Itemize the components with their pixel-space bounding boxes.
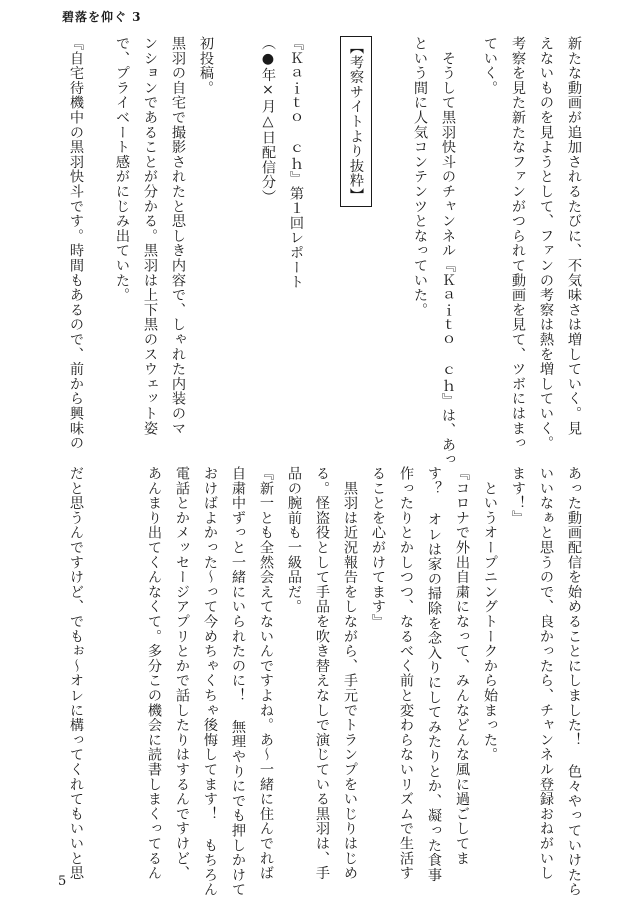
section-heading: 【考察サイトより抜粋】 xyxy=(340,36,372,207)
text-line: いいなぁと思うので、良かったら、チャンネル登録おねがいし xyxy=(538,466,554,881)
text-line: 『新一とも全然会えてないんですよね。あ～一緒に住んでれば xyxy=(258,466,274,881)
text-line: す？ オレは家の掃除を念入りにしてみたりとか、凝った食事 xyxy=(426,466,442,883)
text-line: 黒羽は近況報告をしながら、手元でトランプをいじりはじめ xyxy=(342,466,358,881)
text-line: 品の腕前も一級品だ。 xyxy=(286,466,302,614)
text-line: ることを心がけてます』 xyxy=(370,466,386,629)
text-line: そうして黒羽快斗のチャンネル『Ｋａｉｔｏ ｃｈ』は、あっ xyxy=(440,36,456,467)
text-line: 黒羽の自宅で撮影されたと思しき内容で、しゃれた内装のマ xyxy=(170,36,186,436)
report-title: 『Ｋａｉｔｏ ｃｈ』第１回レポート xyxy=(288,36,304,290)
text-line: あんまり出てくんなくて。多分この機会に読書しまくってるん xyxy=(146,466,162,881)
text-line: 電話とかメッセージアプリとかで話したりはするんですけど、 xyxy=(174,466,190,881)
text-line: 作ったりとかしつつ、なるべく前と変わらないリズムで生活す xyxy=(398,466,414,881)
text-line: ていく。 xyxy=(482,36,498,96)
text-line: ンションであることが分かる。黒羽は上下黒のスウェット姿 xyxy=(142,36,158,436)
text-line: というオープニングトークから始まった。 xyxy=(482,466,498,762)
text-line: る。怪盗役として手品を吹き替えなしで演じている黒羽は、手 xyxy=(314,466,330,881)
text-line: 新たな動画が追加されるたびに、不気味さは増していく。見 xyxy=(566,36,582,436)
report-date: （●年×月△日配信分） xyxy=(260,36,276,205)
text-line: ます！』 xyxy=(510,466,526,526)
page-number: 5 xyxy=(58,874,67,889)
text-line: だと思うんですけど、でもぉ～オレに構ってくれてもいいと思 xyxy=(68,466,84,881)
text-line: えないものを見ようとして、ファンの考察は熱を増していく。 xyxy=(538,36,554,451)
text-line: おけばよかった～って今めちゃくちゃ後悔してます！ もちろん xyxy=(202,466,218,897)
page-header: 碧落を仰ぐ 3 xyxy=(62,10,142,24)
text-line: 考察を見た新たなファンがつられて動画を見て、ツボにはまっ xyxy=(510,36,526,451)
text-line: あった動画配信を始めることにしました！ 色々やっていけたら xyxy=(566,466,582,897)
text-line: 『自宅待機中の黒羽快斗です。時間もあるので、前から興味の xyxy=(68,36,84,451)
text-line: 『コロナで外出自粛になって、みんなどんな風に過ごしてま xyxy=(454,466,470,866)
text-line: で、プライベート感がにじみ出ていた。 xyxy=(114,36,130,303)
text-line: 自粛中ずっと一緒にいられたのに！ 無理やりにでも押しかけて xyxy=(230,466,246,897)
text-line: という間に人気コンテンツとなっていた。 xyxy=(412,36,428,318)
text-line: 初投稿。 xyxy=(198,36,214,96)
